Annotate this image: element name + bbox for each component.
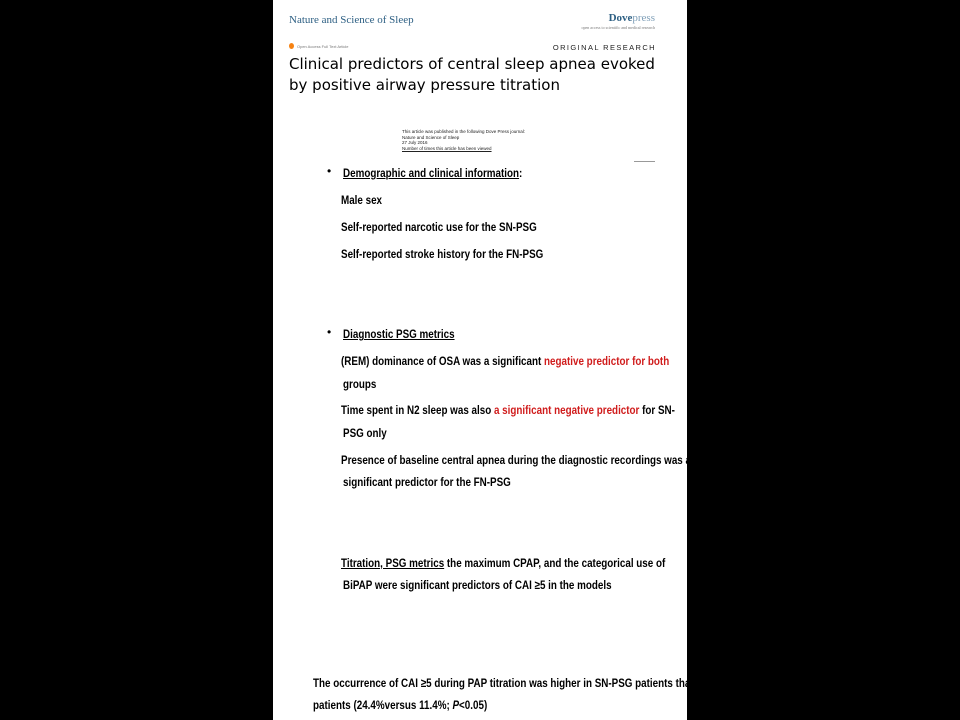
titration-line-cont: BiPAP were significant predictors of CAI ≥5 in the models xyxy=(343,578,612,592)
open-access-label xyxy=(289,43,349,49)
demographic-item: Self-reported narcotic use for the SN-PSG xyxy=(341,220,537,234)
summary-line: The occurrence of CAI ≥5 during PAP titration was higher in SN-PSG patients than in FN-PSG xyxy=(313,676,748,690)
brand-light: press xyxy=(632,12,655,24)
journal-name: Nature and Science of Sleep xyxy=(289,14,414,26)
diagnostic-item xyxy=(341,402,675,418)
titration-line xyxy=(341,555,665,571)
item-text: for SN- xyxy=(639,403,675,417)
item-emphasis: negative predictor for both xyxy=(544,354,670,368)
pubinfo-date: 27 July 2016 xyxy=(402,140,428,145)
open-access-icon xyxy=(289,43,294,49)
diagnostic-item: Presence of baseline central apnea during the diagnostic recordings was a xyxy=(341,453,691,467)
summary-p-value: P xyxy=(452,698,460,712)
open-access-text: Open Access Full Text Article xyxy=(297,43,349,49)
item-emphasis: a significant negative predictor xyxy=(493,403,640,417)
article-category: ORIGINAL RESEARCH xyxy=(552,43,656,52)
item-text: (REM) dominance of OSA was a significant xyxy=(341,354,545,368)
article-page xyxy=(273,0,748,720)
publication-info xyxy=(402,129,525,151)
summary-line xyxy=(313,697,487,713)
item-text: Time spent in N2 sleep was also xyxy=(341,403,494,417)
demographic-heading: Demographic and clinical information xyxy=(343,166,520,180)
demographic-item: Self-reported stroke history for the FN-PSG xyxy=(341,247,544,261)
bullet-icon: • xyxy=(327,325,332,339)
publisher-brand xyxy=(581,12,655,30)
divider xyxy=(634,161,655,162)
publisher-tagline: open access to scientific and medical research xyxy=(581,25,655,30)
diagnostic-heading: Diagnostic PSG metrics xyxy=(343,327,455,341)
demographic-item: Male sex xyxy=(341,193,383,207)
brand-bold: Dove xyxy=(608,12,633,24)
bullet-icon: • xyxy=(327,164,332,178)
diagnostic-item-cont: groups xyxy=(343,377,377,391)
publisher-logo xyxy=(581,12,655,24)
demographic-heading-line xyxy=(343,165,522,181)
summary-text: <0.05) xyxy=(459,698,488,712)
diagnostic-item-cont: PSG only xyxy=(343,426,387,440)
titration-text: the maximum CPAP, and the categorical use of xyxy=(444,556,666,570)
titration-heading: Titration, PSG metrics xyxy=(341,556,445,570)
article-title: Clinical predictors of central sleep apnea evoked by positive airway pressure titration xyxy=(289,55,655,94)
pubinfo-line: This article was published in the following Dove Press journal: xyxy=(402,129,526,134)
summary-text: patients (24.4%versus 11.4%; xyxy=(313,698,453,712)
pubinfo-journal: Nature and Science of Sleep xyxy=(402,134,460,140)
views-link[interactable]: Number of times this article has been viewed xyxy=(402,145,492,151)
diagnostic-item xyxy=(341,353,669,369)
diagnostic-item-cont: significant predictor for the FN-PSG xyxy=(343,475,511,489)
heading-colon: : xyxy=(519,166,523,180)
